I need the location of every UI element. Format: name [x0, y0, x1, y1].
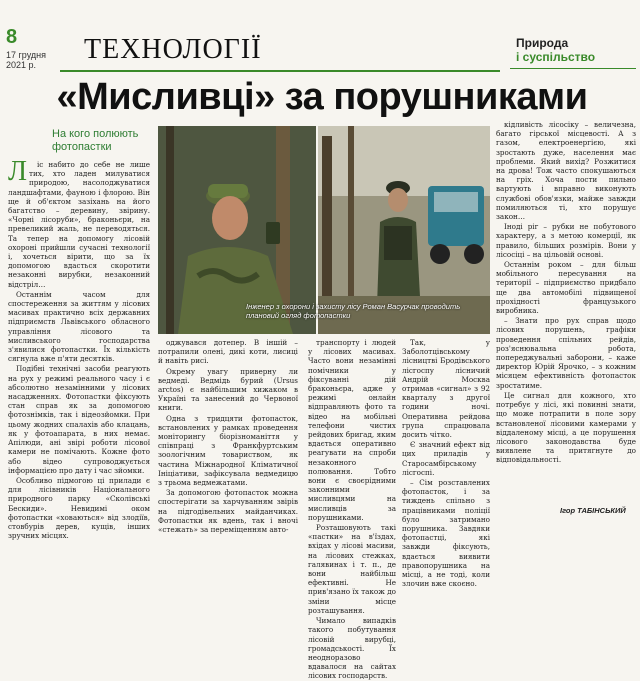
- rubric: [516, 36, 595, 64]
- page-number: 8: [6, 26, 18, 48]
- rubric-line-1: Природа: [516, 36, 569, 50]
- paragraph: Іноді ріг – рубки не побутового характеру, а з метою комерції, як правило, більших розмірів. Вони у лісосіці – на цільовій основі.: [496, 222, 636, 259]
- text-column-2: [158, 338, 298, 535]
- paragraph: Чимало випадків такого побутування лісовій вирубці, громадськості. Їх неодноразово вдавалося на сайтах лісових господарств.: [308, 616, 396, 681]
- paragraph: Подібні технічні засоби реагують на рух у режимі реального часу і є абсолютно незамінними у лісових насадженнях. Фотопастки фіксують стан справ як за допомогою фотознімків, так і відеозйомки. При цьому жодних спалахів або клацань, як у фотоапарата, в них немає. Апілюди, ані звірі роботи лісової камери не помічають. Кожне фото або відео супроводжується інформацією про дату і час зйомки.: [8, 364, 150, 475]
- section-title: ТЕХНОЛОГІЇ: [84, 34, 262, 65]
- paragraph: Є значний ефект від цих приладів у Старосамбірському лісгоспі.: [402, 440, 490, 477]
- paragraph: – Сім розставлених фотопасток, і за тиждень спільно з працівниками поліції було затримано порушника. Завдяки фотопастці, які завжди фіксують, вдається виявити правопорушника на місці, а не тоді, коли злочин вже скоєно.: [402, 478, 490, 589]
- article-headline: «Мисливці» за порушниками: [56, 76, 588, 118]
- text-column-4-content: [402, 338, 490, 589]
- text-column-3: [308, 338, 396, 681]
- paragraph: кідливість лісосіку – величезна, багато гірської місцевості. А з газом, електроенергією, які зростають дуже, населення має проблеми. Який вихід? Розжитися на дрова! Тож часто спокушаються на гріх. Хоча пости пильно вартують і вправно виконують службові обов'язки, майже завжди помиляються ті, хто порушує закон…: [496, 120, 636, 222]
- article-kicker: На кого полюють фотопастки: [52, 128, 139, 153]
- rubric-line-2: і суспільство: [516, 50, 596, 64]
- rubric-rule: [510, 68, 636, 69]
- paragraph: Особливо підмогою ці прилади є для лісівників Національного природного парку «Сколівські Бескиди». Невидимі оком фотопастки «ховаються» від злодіїв, стовбурів дерев, кущів, інших зручних місцях.: [8, 475, 150, 541]
- page-header: [0, 0, 640, 70]
- issue-date: 17 грудня 2021 р.: [6, 50, 46, 70]
- photo-caption: Інженер з охорони і захисту лісу Роман Васурчак проводить плановий огляд фотопастки: [246, 302, 461, 320]
- paragraph: Останнім часом для спостереження за життям у лісових масивах практично всіх державних підприємств Львівського обласного управління лісового та мисливського господарства з'явилися фотопастки. Їх кількість сягнула вже п'яти десятків.: [8, 289, 150, 364]
- text-column-5: [496, 120, 636, 510]
- paragraph: іс набито до себе не лише тих, хто ладен милуватися природою, насолоджуватися ландшафтами, фауною і флорою. Він ще й об'єктом зазіхань на його багатство – деревину, звірину. «Чорні лісоруби», браконьєри, на превеликий жаль, не переводяться. Та тепер на допомогу лісовій охороні прийшли сучасні технології і, хочеться вірити, що за їх допомогою вдасться скоротити незаконні вирубки, незаконний відстріл…: [8, 160, 150, 289]
- drop-cap: Л: [8, 156, 27, 187]
- paragraph: Окрему увагу приверну ли ведмеді. Ведмідь бурий (Ursus arctos) є найбільшим хижаком в Україні та занесений до Червоної книги.: [158, 366, 298, 413]
- paragraph: оджувався дотепер. В іншій – потрапили олені, дикі коти, лисиці й навіть рисі.: [158, 338, 298, 366]
- author-byline: Ігор ТАБІНСЬКИЙ: [560, 506, 626, 515]
- paragraph: Одна з тридцяти фотопасток, встановлених у рамках проведення моніторингу біорізноманіття у співпраці з Франкфуртським зоологічним товариством, як частина Міжнародної Кліматичної Ініціативи, зафіксувала ведмедицю з трьома ведмежатами.: [158, 413, 298, 488]
- header-rule: [60, 70, 500, 72]
- paragraph: Розташовують такі «пастки» на в'їздах, вхідах у лісові масиви, на лісових стежках, галявинах і т. п., де вони найбільш ефективні. Не прив'язано їх також до зміни місце розташування.: [308, 523, 396, 615]
- paragraph: Це сигнал для кожного, хто потребує у лісі, які повинні знати, що може потрапити в поле зору встановленої лісовими камерами у віддаленому місці, а це порушення лісового законодавства буде виявлене та притягнуте до відповідальності.: [496, 390, 636, 465]
- paragraph: Так, у Заболотцівському лісництві Бродівського лісгоспу лісничий Андрій Москва отримав «сигнал» з 92 кварталу з другої години ночі. Оперативна рейдова група спрацювала досить чітко.: [402, 338, 490, 440]
- text-column-1: [8, 156, 150, 541]
- paragraph: – Знати про рух справ щодо лісових порушень, графіки проведення спільних рейдів, роз'яснювальна робота, попереджувальні заборони, – каже директор Юрій Ярочко, – з кожним місяцем ефективність фотопасток зростатиме.: [496, 316, 636, 390]
- paragraph: За допомогою фотопасток можна спостерігати за харчуванням звірів на підгодівельних майданчиках. Фотопастки як вдень, так і вночі «стежать» за переміщенням авто-: [158, 488, 298, 535]
- paragraph: транспорту і людей у лісових масивах. Часто вони незамінні помічники у фіксуванні дій браконьєра, адже у режимі онлайн відправляють фото та відео на мобільні телефони чистих рейдових бригад, яким вдається оперативно реагувати на спроби незаконного полювання. Тобто вони є своєрідними законними мисливцями на мисливців за порушниками.: [308, 338, 396, 522]
- paragraph: Останнім роком – для більш мобільного пересування на території – підприємство придбало ще два автомобілі підвищеної прохідності французького виробника.: [496, 260, 636, 316]
